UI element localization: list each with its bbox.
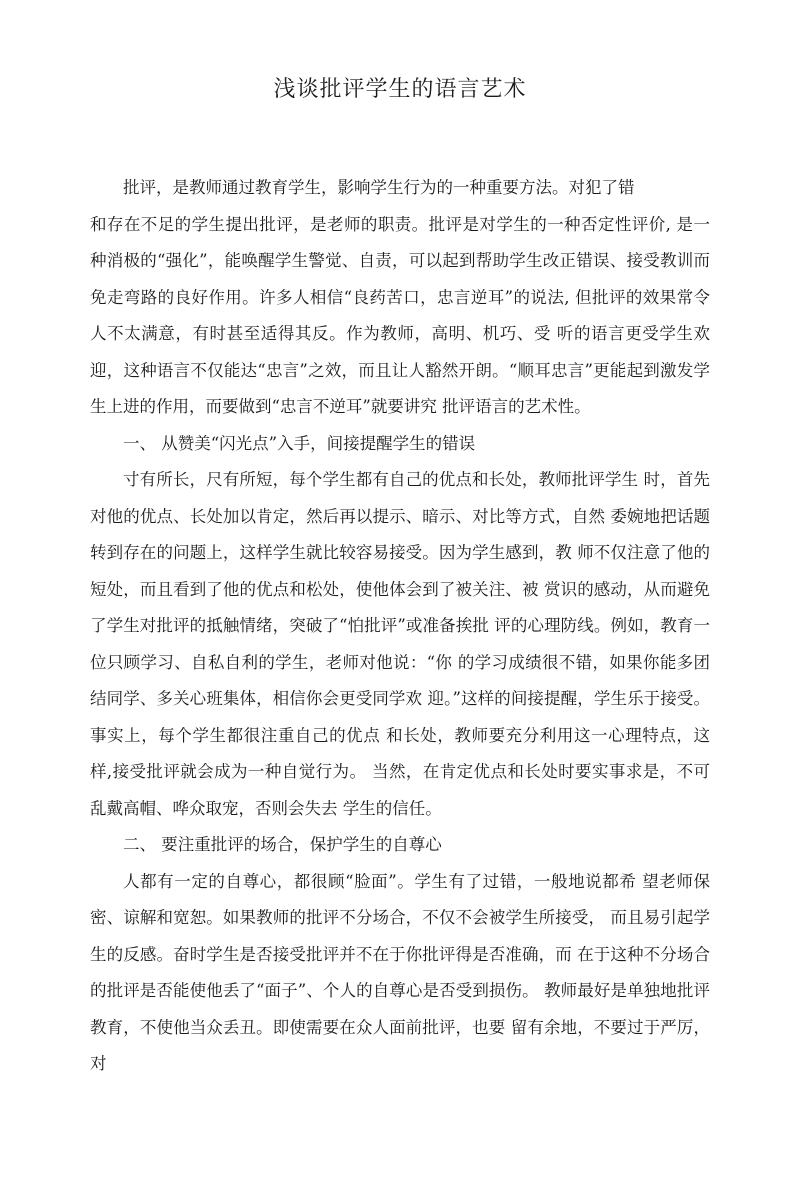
section-heading-2: 二、 要注重批评的场合，保护学生的自尊心 bbox=[123, 835, 442, 854]
section-heading-1: 一、 从赞美“闪光点”入手，间接提醒学生的错误 bbox=[123, 433, 476, 453]
section-text-2: 人都有一定的自尊心，都很顾“脸面”。学生有了过错，一般地说都希 望老师保密、谅解和宽恕。如果教师的批评不分场合，不仅不会被学生所接受， 而且易引起学生的反感。奋时学生是否接受批评并不在于你批评得是否准确，而 在于这种不分场合的批评是否能使他丢了“面子”、个人的自尊心是否受到损伤。 教师最好是单独地批评教育，不使他当众丢丑。即使需要在众人面前批评，也要 留有余地，不要过于严厉，对 bbox=[90, 871, 710, 1073]
section-text-1: 寸有所长，尺有所短，每个学生都有自己的优点和长处，教师批评学生 时，首先对他的优点、长处加以肯定，然后再以提示、暗示、对比等方式，自然 委婉地把话题转到存在的问题上，这样学生就比较容易接受。因为学生感到，教 师不仅注意了他的短处，而且看到了他的优点和松处，使他体会到了被关注、被 赏识的感动，从而避免了学生对批评的抵触情绪，突破了“怕批评”或准备挨批 评的心理防线。例如，教育一位只顾学习、自私自利的学生，老师对他说：“你 的学习成绩很不错，如果你能多团结同学、多关心班集体，相信你会更受同学欢 迎。”这样的间接提醒，学生乐于接受。事实上，每个学生都很注重自己的优点 和长处，教师要充分利用这一心理特点，这样,接受批评就会成为一种自觉行为。 当然，在肯定优点和长处时要实事求是，不可乱戴高帽、哗众取宠，否则会失去 学生的信任。 bbox=[90, 470, 710, 818]
document-body bbox=[90, 170, 710, 1083]
intro-first-line: 批评，是教师通过教育学生，影响学生行为的一种重要方法。对犯了错 bbox=[123, 178, 635, 197]
intro-paragraph: 和存在不足的学生提出批评，是老师的职责。批评是对学生的一种否定性评价, 是一种消极的“强化”，能唤醒学生警觉、自责，可以起到帮助学生改正错误、接受教训而免走弯路的良好作用。许多人相信“良药苦口，忠言逆耳”的说法, 但批评的效果常令人不太满意，有时甚至适得其反。作为教师，高明、机巧、受 听的语言更受学生欢迎，这种语言不仅能达“忠言”之效，而且让人豁然开朗。“顺耳忠言”更能起到激发学生上进的作用，而要做到“忠言不逆耳”就要讲究 批评语言的艺术性。 bbox=[90, 214, 710, 416]
document-title: 浅谈批评学生的语言艺术 bbox=[273, 77, 527, 102]
